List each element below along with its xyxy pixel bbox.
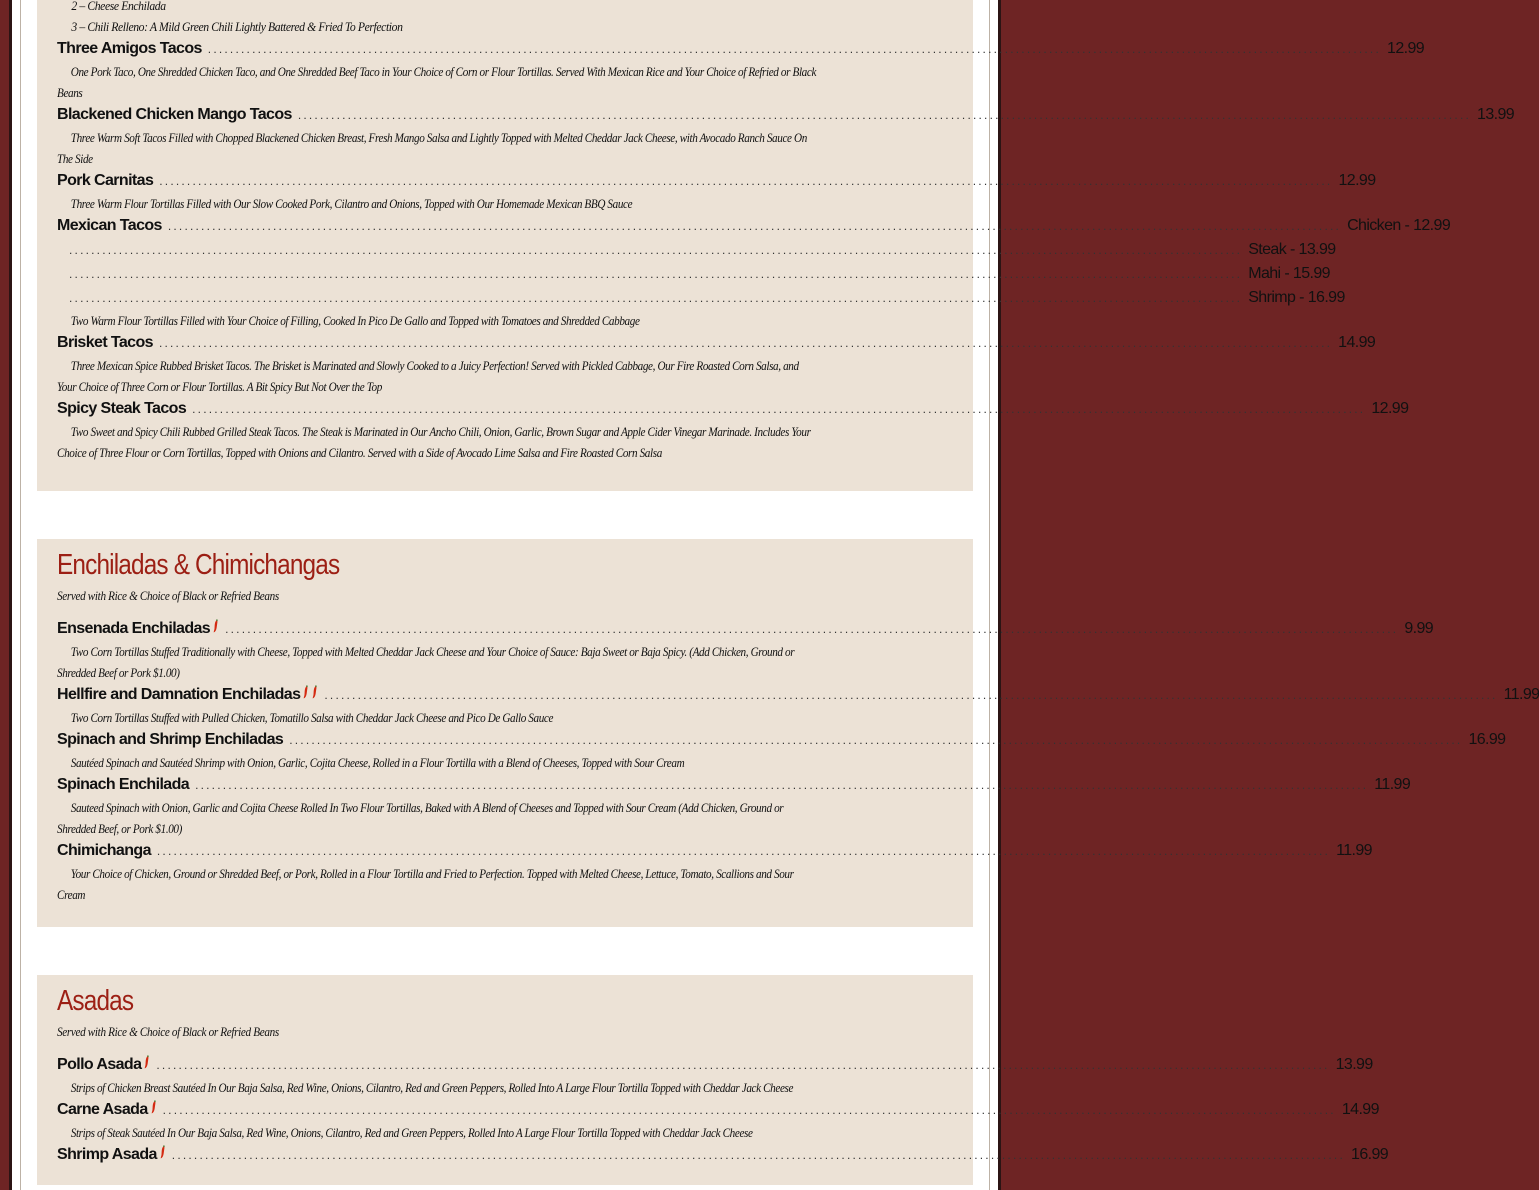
menu-item-row [57, 1143, 1389, 1167]
dot-leader: .................................................................................................................................................................................................................... [156, 844, 1331, 858]
item-name: Pork Carnitas [57, 172, 154, 189]
item-name: Brisket Tacos [57, 334, 153, 351]
dot-leader: .................................................................................................................................................................................................................... [324, 688, 1498, 702]
item-description: Beans [57, 85, 83, 100]
menu-item-row [57, 617, 1434, 641]
item-description: Two Corn Tortillas Stuffed Traditionally with Cheese, Topped with Melted Cheddar Jack Cheese and Your Choice of Sauce: Baja Sweet or Baja Spicy. (Add Chicken, Ground or [70, 644, 795, 659]
tacos-panel [37, 0, 1515, 491]
item-description: Three Warm Flour Tortillas Filled with Our Slow Cooked Pork, Cilantro and Onions, Topped with Our Homemade Mexican BBQ Sauce [70, 196, 633, 211]
item-name: Ensenada Enchiladas [57, 620, 211, 637]
menu-item-list [57, 37, 1515, 463]
item-price: 12.99 [1371, 400, 1409, 417]
dot-leader: .................................................................................................................................................................................................................... [289, 733, 1463, 747]
chili-pepper-icon [159, 1145, 166, 1159]
section-note: Served with Rice & Choice of Black or Refried Beans [57, 1024, 279, 1039]
menu-item-list [57, 1053, 1389, 1167]
item-price: 12.99 [1387, 40, 1425, 57]
dot-leader: .................................................................................................................................................................................................................... [171, 1148, 1346, 1162]
combo-line: 2 – Cheese Enchilada [71, 0, 166, 13]
menu-item-row [57, 331, 1376, 355]
dot-leader: .................................................................................................................................................................................................................... [162, 1103, 1336, 1117]
item-description: Shredded Beef or Pork $1.00) [57, 665, 180, 680]
price-variant-row [57, 238, 1336, 262]
item-price: 9.99 [1404, 620, 1434, 637]
dot-leader: .................................................................................................................................................................................................................... [159, 174, 1333, 188]
item-name: Shrimp Asada [57, 1146, 157, 1163]
menu-item-row [57, 839, 1372, 863]
item-description: Three Mexican Spice Rubbed Brisket Tacos. The Brisket is Marinated and Slowly Cooked to a Juicy Perfection! Served with Pickled Cabbage, Our Fire Roasted Corn Salsa, and [70, 358, 799, 373]
item-name: Carne Asada [57, 1101, 148, 1118]
variant-price: Steak - 13.99 [1248, 241, 1336, 258]
menu-item-row [57, 683, 1539, 707]
asadas-panel [37, 975, 1389, 1185]
item-description: Strips of Steak Sautéed In Our Baja Salsa, Red Wine, Onions, Cilantro, Red and Green Peppers, Rolled Into A Large Flour Tortilla Topped with Cheddar Jack Cheese [70, 1125, 753, 1140]
item-price: 11.99 [1374, 776, 1411, 793]
item-name: Hellfire and Damnation Enchiladas [57, 686, 301, 703]
item-description: Strips of Chicken Breast Sautéed In Our Baja Salsa, Red Wine, Onions, Cilantro, Red and Green Peppers, Rolled Into A Large Flour Tortilla Topped with Cheddar Jack Cheese [70, 1080, 794, 1095]
item-description: One Pork Taco, One Shredded Chicken Taco, and One Shredded Beef Taco in Your Choice of Corn or Flour Tortillas. Served With Mexican Rice and Your Choice of Refried or Black [70, 64, 817, 79]
item-description: Shredded Beef, or Pork $1.00) [57, 821, 182, 836]
item-description: The Side [57, 151, 93, 166]
menu-item-row [57, 37, 1425, 61]
item-description: Three Warm Soft Tacos Filled with Chopped Blackened Chicken Breast, Fresh Mango Salsa and Lightly Topped with Melted Cheddar Jack Cheese, with Avocado Ranch Sauce On [70, 130, 807, 145]
item-name: Chimichanga [57, 842, 151, 859]
menu-item-row [57, 169, 1376, 193]
item-name: Mexican Tacos [57, 217, 162, 234]
dot-leader: .................................................................................................................................................................................................................... [195, 778, 1369, 792]
variant-price: Shrimp - 16.99 [1248, 289, 1345, 306]
item-price: 16.99 [1468, 731, 1506, 748]
item-price: 14.99 [1338, 334, 1376, 351]
chili-pepper-icon [143, 1055, 150, 1069]
chili-pepper-icon [302, 685, 309, 699]
menu-item-row [57, 773, 1411, 797]
dot-leader: .................................................................................................................................................................................................................... [207, 42, 1382, 56]
chili-pepper-icon [311, 685, 318, 699]
dot-leader: .................................................................................................................................................................................................................... [192, 402, 1366, 416]
menu-item-row [57, 103, 1515, 127]
menu-item-row [57, 1053, 1373, 1077]
item-price: 13.99 [1335, 1056, 1373, 1073]
item-description: Your Choice of Three Corn or Flour Tortillas. A Bit Spicy But Not Over the Top [57, 379, 382, 394]
dot-leader: .................................................................................................................................................................................................................... [225, 622, 1399, 636]
item-description: Choice of Three Flour or Corn Tortillas, Topped with Onions and Cilantro. Served with a Side of Avocado Lime Salsa and Fire Roasted Corn Salsa [57, 445, 662, 460]
item-description: Sauteed Spinach with Onion, Garlic and Cojita Cheese Rolled In Two Flour Tortillas, Baked with A Blend of Cheeses and Topped with Sour Cream (Add Chicken, Ground or [70, 800, 784, 815]
item-price: 12.99 [1338, 172, 1376, 189]
item-description: Two Sweet and Spicy Chili Rubbed Grilled Steak Tacos. The Steak is Marinated in Our Ancho Chili, Onion, Garlic, Brown Sugar and Apple Cider Vinegar Marinade. Includes Your [70, 424, 811, 439]
dot-leader: .................................................................................................................................................................................................................... [69, 243, 1243, 257]
item-name: Spinach Enchilada [57, 776, 190, 793]
item-description: Your Choice of Chicken, Ground or Shredded Beef, or Pork, Rolled in a Flour Tortilla and Fried to Perfection. Topped with Melted Cheese, Lettuce, Tomato, Scallions and Sour [70, 866, 794, 881]
item-name: Spinach and Shrimp Enchiladas [57, 731, 284, 748]
item-description: Two Warm Flour Tortillas Filled with Your Choice of Filling, Cooked In Pico De Gallo and Topped with Tomatoes and Shredded Cabbage [70, 313, 640, 328]
item-price: 14.99 [1341, 1101, 1379, 1118]
dot-leader: .................................................................................................................................................................................................................... [156, 1058, 1330, 1072]
section-note: Served with Rice & Choice of Black or Refried Beans [57, 588, 279, 603]
price-variant-row [57, 286, 1345, 310]
menu-item-row [57, 728, 1506, 752]
item-price: 11.99 [1336, 842, 1372, 859]
combo-line: 3 – Chili Relleno: A Mild Green Chili Lightly Battered & Fried To Perfection [71, 19, 403, 34]
dot-leader: .................................................................................................................................................................................................................... [69, 291, 1243, 305]
chili-pepper-icon [150, 1100, 157, 1114]
item-price: 11.99 [1503, 686, 1539, 703]
dot-leader: .................................................................................................................................................................................................................... [297, 108, 1472, 122]
chili-pepper-icon [212, 619, 219, 633]
variant-price: Mahi - 15.99 [1248, 265, 1330, 282]
menu-item-row [57, 214, 1451, 238]
dot-leader: .................................................................................................................................................................................................................... [69, 267, 1243, 281]
item-description: Sautéed Spinach and Sautéed Shrimp with Onion, Garlic, Cojita Cheese, Rolled in a Flour Tortilla with a Blend of Cheeses, Topped with Sour Cream [70, 755, 685, 770]
menu-item-row [57, 1098, 1379, 1122]
item-price: 16.99 [1351, 1146, 1389, 1163]
item-price: 13.99 [1477, 106, 1515, 123]
dot-leader: .................................................................................................................................................................................................................... [167, 219, 1342, 233]
item-name: Three Amigos Tacos [57, 40, 202, 57]
enchiladas-panel [37, 539, 1539, 927]
section-title: Asadas [57, 985, 134, 1017]
item-name: Pollo Asada [57, 1056, 142, 1073]
item-name: Blackened Chicken Mango Tacos [57, 106, 292, 123]
price-variant-row [57, 262, 1330, 286]
section-title: Enchiladas & Chimichangas [57, 549, 340, 581]
item-name: Spicy Steak Tacos [57, 400, 187, 417]
menu-item-row [57, 397, 1409, 421]
item-description: Two Corn Tortillas Stuffed with Pulled Chicken, Tomatillo Salsa with Cheddar Jack Cheese and Pico De Gallo Sauce [70, 710, 554, 725]
dot-leader: .................................................................................................................................................................................................................... [158, 336, 1333, 350]
menu-item-list [57, 617, 1539, 905]
item-description: Cream [57, 887, 86, 902]
item-price: Chicken - 12.99 [1347, 217, 1451, 234]
